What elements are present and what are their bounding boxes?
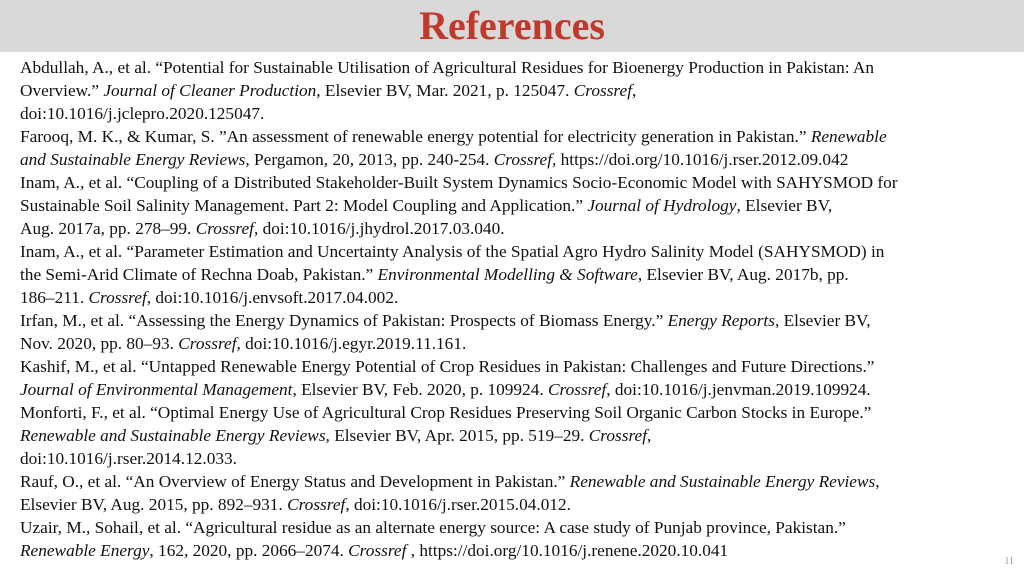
reference-entry [20,171,1010,240]
reference-line: Abdullah, A., et al. “Potential for Sustainable Utilisation of Agricultural Residues for Bioenergy Production in Pakistan: An [20,58,875,77]
reference-line: 186–211. Crossref, doi:10.1016/j.envsoft.2017.04.002. [20,288,399,307]
reference-italic-text: Crossref [348,541,407,560]
reference-entry [20,516,1010,562]
reference-line: Rauf, O., et al. “An Overview of Energy Status and Development in Pakistan.” Renewable and Sustainable Energy Reviews, [20,472,880,491]
reference-line: Inam, A., et al. “Coupling of a Distributed Stakeholder-Built System Dynamics Socio-Economic Model with SAHYSMOD for [20,173,898,192]
reference-line: doi:10.1016/j.rser.2014.12.033. [20,449,237,468]
reference-entry [20,56,1010,125]
reference-italic-text: Renewable and Sustainable Energy Reviews [20,426,326,445]
reference-line: Farooq, M. K., & Kumar, S. ”An assessment of renewable energy potential for electricity generation in Pakistan.” Renewable [20,127,887,146]
reference-italic-text: Crossref [195,219,254,238]
reference-line: Renewable Energy, 162, 2020, pp. 2066–2074. Crossref , https://doi.org/10.1016/j.renene.2020.10.041 [20,541,729,560]
reference-italic-text: Renewable [810,127,887,146]
reference-italic-text: Crossref [547,380,607,399]
slide-title: References [419,3,605,48]
reference-line: Inam, A., et al. “Parameter Estimation and Uncertainty Analysis of the Spatial Agro Hydro Salinity Model (SAHYSMOD) in [20,242,885,261]
reference-line: and Sustainable Energy Reviews, Pergamon, 20, 2013, pp. 240-254. Crossref, https://doi.org/10.1016/j.rser.2012.09.042 [20,150,849,169]
reference-italic-text: Crossref [88,288,147,307]
reference-line: Aug. 2017a, pp. 278–99. Crossref, doi:10.1016/j.jhydrol.2017.03.040. [20,219,505,238]
reference-line: Irfan, M., et al. “Assessing the Energy Dynamics of Pakistan: Prospects of Biomass Energy.” Energy Reports, Elsevier BV, [20,311,871,330]
reference-entry [20,355,1010,401]
reference-italic-text: Journal of Hydrology [587,196,737,215]
reference-entry [20,401,1010,470]
reference-italic-text: Journal of Cleaner Production [103,81,317,100]
reference-line: Monforti, F., et al. “Optimal Energy Use of Agricultural Crop Residues Preserving Soil Organic Carbon Stocks in Europe.” [20,403,872,422]
reference-italic-text: Renewable and Sustainable Energy Reviews [569,472,876,491]
reference-italic-text: Environmental Modelling & Software [377,265,638,284]
reference-italic-text: and Sustainable Energy Reviews, [20,150,250,169]
reference-line: Uzair, M., Sohail, et al. “Agricultural residue as an alternate energy source: A case study of Punjab province, Pakistan.” [20,518,846,537]
reference-line: Nov. 2020, pp. 80–93. Crossref, doi:10.1016/j.egyr.2019.11.161. [20,334,467,353]
reference-italic-text: Crossref [287,495,346,514]
reference-italic-text: Renewable Energy [20,541,150,560]
reference-entry [20,240,1010,309]
reference-line: the Semi-Arid Climate of Rechna Doab, Pakistan.” Environmental Modelling & Software, Elsevier BV, Aug. 2017b, pp. [20,265,849,284]
reference-entry [20,125,1010,171]
reference-italic-text: Journal of Environmental Management [20,380,293,399]
reference-line: Overview.” Journal of Cleaner Production, Elsevier BV, Mar. 2021, p. 125047. Crossref, [20,81,637,100]
reference-italic-text: Crossref, [493,150,557,169]
reference-line: Sustainable Soil Salinity Management. Part 2: Model Coupling and Application.” Journal of Hydrology, Elsevier BV, [20,196,833,215]
reference-italic-text: Crossref [573,81,632,100]
reference-italic-text: Crossref [588,426,648,445]
references-list [20,56,1010,562]
reference-line: Elsevier BV, Aug. 2015, pp. 892–931. Crossref, doi:10.1016/j.rser.2015.04.012. [20,495,571,514]
reference-line: doi:10.1016/j.jclepro.2020.125047. [20,104,265,123]
reference-italic-text: Crossref [178,334,237,353]
page-number: 11 [1004,556,1014,567]
reference-line: Renewable and Sustainable Energy Reviews, Elsevier BV, Apr. 2015, pp. 519–29. Crossref, [20,426,652,445]
reference-italic-text: Energy Reports [667,311,775,330]
reference-entry [20,309,1010,355]
reference-line: Kashif, M., et al. “Untapped Renewable Energy Potential of Crop Residues in Pakistan: Challenges and Future Directions.” [20,357,875,376]
reference-entry [20,470,1010,516]
reference-line: Journal of Environmental Management, Elsevier BV, Feb. 2020, p. 109924. Crossref, doi:10.1016/j.jenvman.2019.109924. [20,380,871,399]
